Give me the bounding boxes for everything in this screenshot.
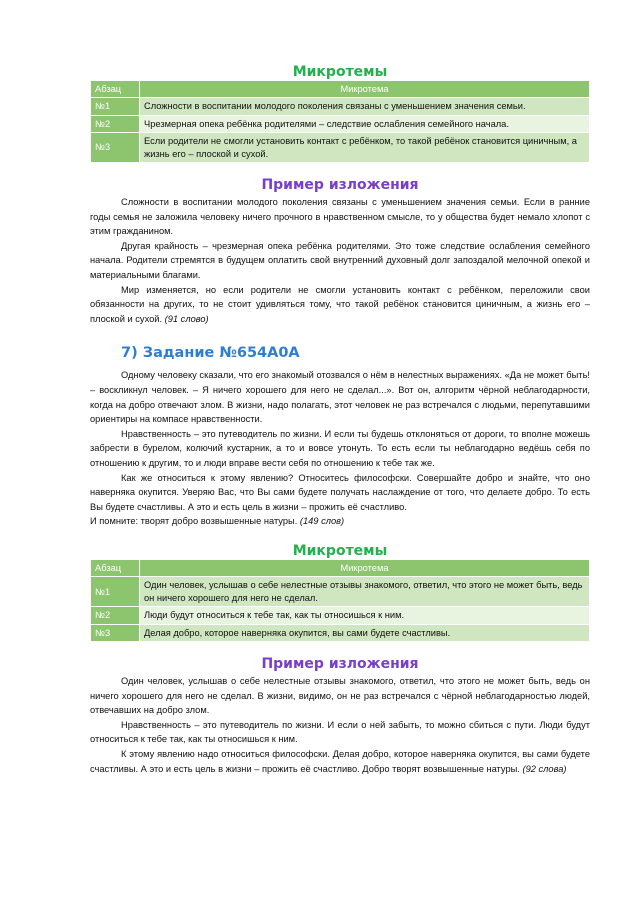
paragraph: Как же относиться к этому явлению? Относитесь философски. Совершайте добро и знайте, что оно наверняка окупится. Уверяю Вас, что Вы сами будете получать наслаждение от того, что делаете добро. То есть Вы будете счастливы. А это и есть цель в жизни – прожить её счастливо.: [90, 472, 590, 512]
paragraph: К этому явлению надо относиться философски. Делая добро, которое наверняка окупится, вы сами будете счастливы. А это и есть цель в жизни – прожить её счастливо. Добро творят возвышенные натуры. (92 слова): [90, 748, 590, 774]
table-row: [91, 98, 590, 115]
paragraph: Один человек, услышав о себе нелестные отзывы знакомого, ответил, что этого не может быть, ведь он ничего хорошего для него не сделал. В жизни, видимо, он не раз встречался с чёрной неблагодарностью людей, отвечавших на добро злом.: [90, 675, 590, 716]
paragraph: Сложности в воспитании молодого поколения связаны с уменьшением значения семьи. Если в ранние годы семья не заложила человеку ничего прочного в нравственном смысле, то у общества будет немало хлопот с этим гражданином.: [90, 197, 590, 237]
word-count: (91 слово): [164, 313, 209, 324]
mikrotemy-title-2: Микротемы: [292, 542, 388, 559]
paragraph: Одному человеку сказали, что его знакомый отозвался о нём в нелестных выражениях. «Да не может быть! – воскликнул человек. – Я ничего хорошего для него не сделал...». Вот он, алгоритм чёрной неблагодарности, когда на добро отвечают злом. В жизни, надо полагать, этот человек не раз встречался с людьми, перепутавшими ориентиры на компасе нравственности.: [90, 370, 590, 425]
primer-text-1: [90, 195, 590, 326]
mikrotemy-title-1: Микротемы: [292, 64, 388, 80]
row-text: Делая добро, которое наверняка окупится, вы сами будете счастливы.: [140, 624, 590, 641]
row-text: Сложности в воспитании молодого поколения связаны с уменьшением значения семьи.: [140, 98, 590, 115]
paragraph: Мир изменяется, но если родители не смогли установить контакт с ребёнком, переложили свои обязанности на других, то не стоит удивляться тому, что такой ребёнок становится циничным, а жизнь его – плоской и сухой. (91 слово): [90, 284, 590, 324]
col-mikrotema: Микротема: [140, 81, 590, 98]
col-abzac: Абзац: [91, 559, 140, 576]
row-number: №2: [91, 115, 140, 132]
paragraph: Другая крайность – чрезмерная опека ребёнка родителями. Это тоже следствие ослабления семейного начала. Родители стремятся в будущем оплатить свой внутренний духовный долг запоздалой мелочной опекой и материальными благами.: [90, 240, 590, 280]
table-row: [91, 133, 590, 163]
primer-title-1: Пример изложения: [261, 177, 419, 194]
document-page: [90, 64, 590, 776]
table-header-row: [91, 81, 590, 98]
word-count: (149 слов): [299, 516, 345, 527]
row-number: №3: [91, 133, 140, 163]
mikrotemy-table-2: [90, 559, 590, 642]
table-row: [91, 607, 590, 624]
table-row: [91, 115, 590, 132]
row-text: Один человек, услышав о себе нелестные отзывы знакомого, ответил, что этого не может быть, ведь он ничего хорошего для него не сделал.: [140, 577, 590, 607]
table-row: [91, 577, 590, 607]
row-number: №3: [91, 624, 140, 641]
row-number: №1: [91, 577, 140, 607]
table-row: [91, 624, 590, 641]
row-number: №1: [91, 98, 140, 115]
primer-title-2: Пример изложения: [261, 655, 419, 672]
col-mikrotema: Микротема: [140, 559, 590, 576]
row-text: Чрезмерная опека ребёнка родителями – следствие ослабления семейного начала.: [140, 115, 590, 132]
row-number: №2: [91, 607, 140, 624]
table-header-row: [91, 559, 590, 576]
paragraph: Нравственность – это путеводитель по жизни. И если о ней забыть, то можно сбиться с пути. Люди будут относиться к тебе так, как ты относишься к ним.: [90, 719, 590, 745]
col-abzac: Абзац: [91, 81, 140, 98]
row-text: Если родители не смогли установить контакт с ребёнком, то такой ребёнок становится циничным, а жизнь его – плоской и сухой.: [140, 133, 590, 163]
mikrotemy-table-1: [90, 80, 590, 163]
row-text: Люди будут относиться к тебе так, как ты относишься к ним.: [140, 607, 590, 624]
word-count: (92 слова): [522, 763, 567, 774]
task-title: 7) Задание №654A0A: [121, 345, 300, 362]
paragraph: Нравственность – это путеводитель по жизни. И если ты будешь отклоняться от дороги, то вполне можешь забрести в бурелом, колючий кустарник, а то и вовсе утонуть. То есть если ты неблагодарно ведёшь себя по отношению к другим, то и люди вправе вести себя по отношению к тебе так же.: [90, 428, 590, 468]
task-text: [90, 368, 590, 529]
paragraph: И помните: творят добро возвышенные натуры. (149 слов): [90, 516, 345, 527]
primer-text-2: [90, 674, 590, 776]
